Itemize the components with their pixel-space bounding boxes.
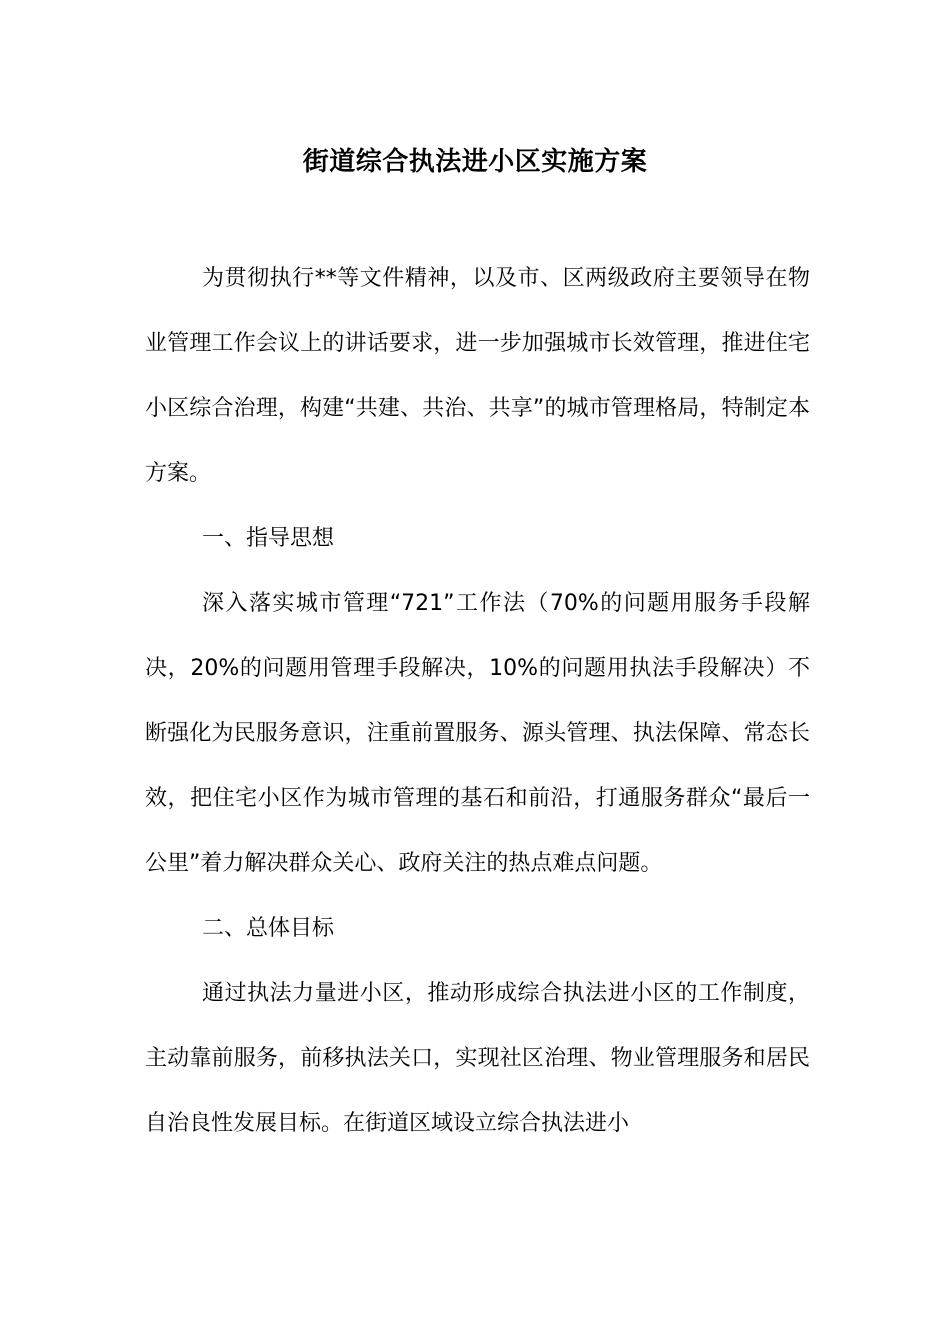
section-heading-overall-goal: 二、总体目标 [202,916,335,941]
intro-paragraph: 为贯彻执行**等文件精神，以及市、区两级政府主要领导在物业管理工作会议上的讲话要求，进一步加强城市长效管理，推进住宅小区综合治理，构建“共建、共治、共享”的城市管理格局，特制定本方案。 [145,266,810,486]
overall-goal-paragraph: 通过执法力量进小区，推动形成综合执法进小区的工作制度，主动靠前服务，前移执法关口，实现社区治理、物业管理服务和居民自治良性发展目标。在街道区域设立综合执法进小 [145,981,810,1136]
document-title: 街道综合执法进小区实施方案 [302,147,648,177]
section-heading-guiding-thought: 一、指导思想 [202,526,335,551]
guiding-thought-paragraph: 深入落实城市管理“721”工作法（70%的问题用服务手段解决，20%的问题用管理手段解决，10%的问题用执法手段解决）不断强化为民服务意识，注重前置服务、源头管理、执法保障、常态长效，把住宅小区作为城市管理的基石和前沿，打通服务群众“最后一公里”着力解决群众关心、政府关注的热点难点问题。 [145,591,810,876]
document-body [145,246,810,1156]
